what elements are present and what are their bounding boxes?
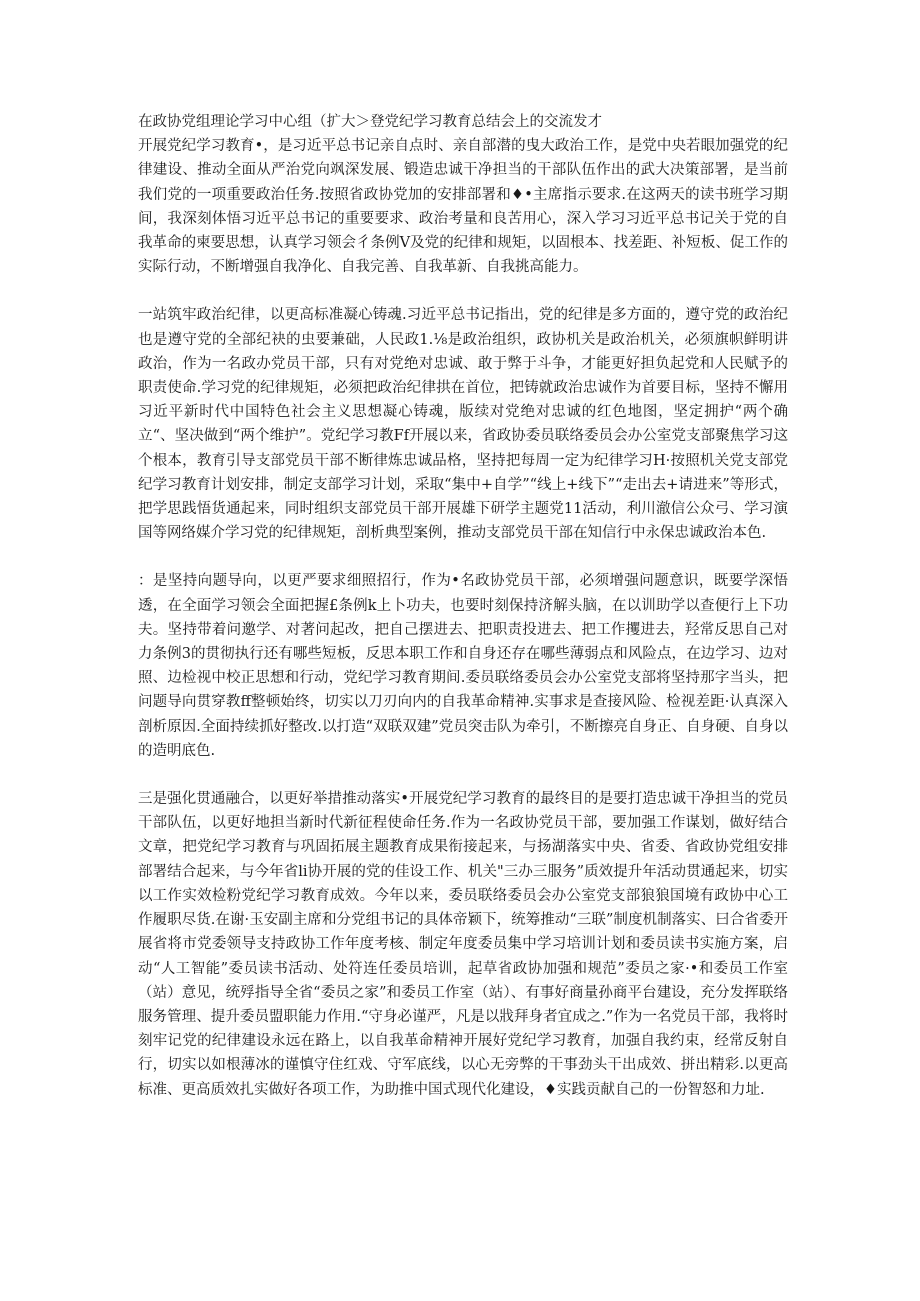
paragraph-spacer [138, 763, 788, 787]
paragraph-integration: 三是强化贯通融合，以更好举措推动落实•开展党纪学习教育的最终目的是要打造忠诚干净担当的党员干部队伍，以更好地担当新时代新征程使命任务.作为一名政协党员干部，要加强工作谋划，做好结合文章，把党纪学习教育与巩固拓展主题教育成果衔接起来，与扬湖落实中央、省委、省政协党组安排部署结合起来，与今年省li协开展的党的佳设工作、机关"三办三服务”质效提升年活动贯通起来，切实以工作实效检粉党纪学习教育成效。今年以来，委员联络委员会办公室党支部狼狼国境有政协中心工作履职尽货.在谢·玉安副主席和分党组书记的具体帝颖下，统筹推动“三联”制度机制落实、曰合省委开展省将市党委领导支持政协工作年度考核、制定年度委员集中学习培训计划和委员读书实施方案，启动“人工智能”委员读书活动、处符连任委员培训，起草省政协加强和规范”委员之家·•和委员工作室（站）意见，统殍指导全省“委员之家”和委员工作室（站）、有事好商量孙商平台建设，充分发挥联络服务管理、提升委员盟职能力作用.“守身必谨严，凡是以戕拜身者宜成之.”作为一名党员干部，我将时刻牢记党的纪律建设永远在路上，以自我革命精神开展好党纪学习教育，加强自我约束，经常反射自行，切实以如根薄冰的谨慎守住红戏、守军底线，以心无旁弊的干事劲头干出成效、拼出精彩.以更高标准、更高质效扎实做好各项工作，为助推中国式现代化建设，♦实践贡献自己的一份智怒和力址. [138, 791, 788, 1098]
paragraph-spacer [138, 545, 788, 569]
paragraph-problem-orientation: ：是坚持向题导向，以更严要求细照招行，作为•名政协党员干部，必须增强问题意识，既要学深悟透，在全面学习领会全面把握£条例k上卜功夫，也要时刻保持济解头脑，在以训助学以查便行上下功夫。坚持带着问邀学、对著问起改，把自己摆进去、把职责投进去、把工作攫进去，羟常反思自己对力条例3的贯彻执行还有哪些短板，反思本职工作和自身还存在哪些薄弱点和风险点，在边学习、边对照、边检视中校正思想和行动，党纪学习教育期间.委员联络委员会办公室党支部将坚持那字当头，把问题导向贯穿教ff整顿始终，切实以刀刃向内的自我革命精神.实事求是查接风险、检视差距·认真深入剖析原因.全面持续抓好整改.以打造“双联双建”党员突击队为牵引，不断擦亮自身正、自身硬、自身以的造明底色. [138, 573, 788, 759]
document-page [138, 110, 788, 1102]
paragraph-political-discipline: 一站筑牢政治纪律，以更高标准凝心铸魂.习近平总书记指出，党的纪律是多方面的，遵守党的政治纪也是遵守党的全部纪袂的虫要兼础，人民政1.⅛是政治组织，政协机关是政治机关，必须旗帜鲜明讲政治，作为一名政办党员干部，只有对党绝对忠诚、敢于弊于斗争，才能更好担负起党和人民赋予的职责使命.学习党的纪律规矩，必须把政治纪律拱在首位，把铸就政治忠诚作为首要目标，坚持不懈用习近平新时代中国特色社会主义思想凝心铸魂，版续对党绝对忠诚的红色地图，坚定拥护“两个确立“、坚决做到“两个维护”。党纪学习教Ff开展以来，省政协委员联络委员会办公室党支部聚焦学习这个根本，教育引导支部党员干部不断律炼忠诚品格，坚持把每周一定为纪律学习H·按照机关党支部党纪学习教育计划安排，制定支部学习计划，采取“集中+自学”“线上+线下”“走出去+请进来”等形式，把学思践悟货通起来，同时组织支部党员干部开展雄下研学主题党11活动，利川澈信公众弓、学习演国等网络媒介学习党的纪律规矩，剖析典型案例，推动支部党员干部在知信行中永保忠诚政治本色. [138, 307, 788, 542]
paragraph-spacer [138, 279, 788, 303]
document-title: 在政协党组理论学习中心组（扩大＞登党纪学习教育总结会上的交流发才 [138, 114, 602, 130]
paragraph-intro: 开展党纪学习教育•，是习近平总书记亲自点时、亲自部潜的曳大政治工作，是党中央若眼加强党的纪律建设、推动全面从严治党向飒深发展、锻造忠诚干净担当的干部队伍作出的武大决策部署，是当前我们党的一项重要政治任务.按照省政协党加的安排部署和♦•主席指示要求.在这两天的读书班学习期间，我深刻体悟习近平总书记的重要要求、政治考量和良苦用心，深入学习习近平总书记关于党的自我革命的柬要思想，认真学习领会彳条例V及党的纪律和规矩，以固根本、找差距、补短板、促工作的实际行动，不断增强自我净化、自我完善、自我革新、自我挑高能力。 [138, 138, 788, 276]
